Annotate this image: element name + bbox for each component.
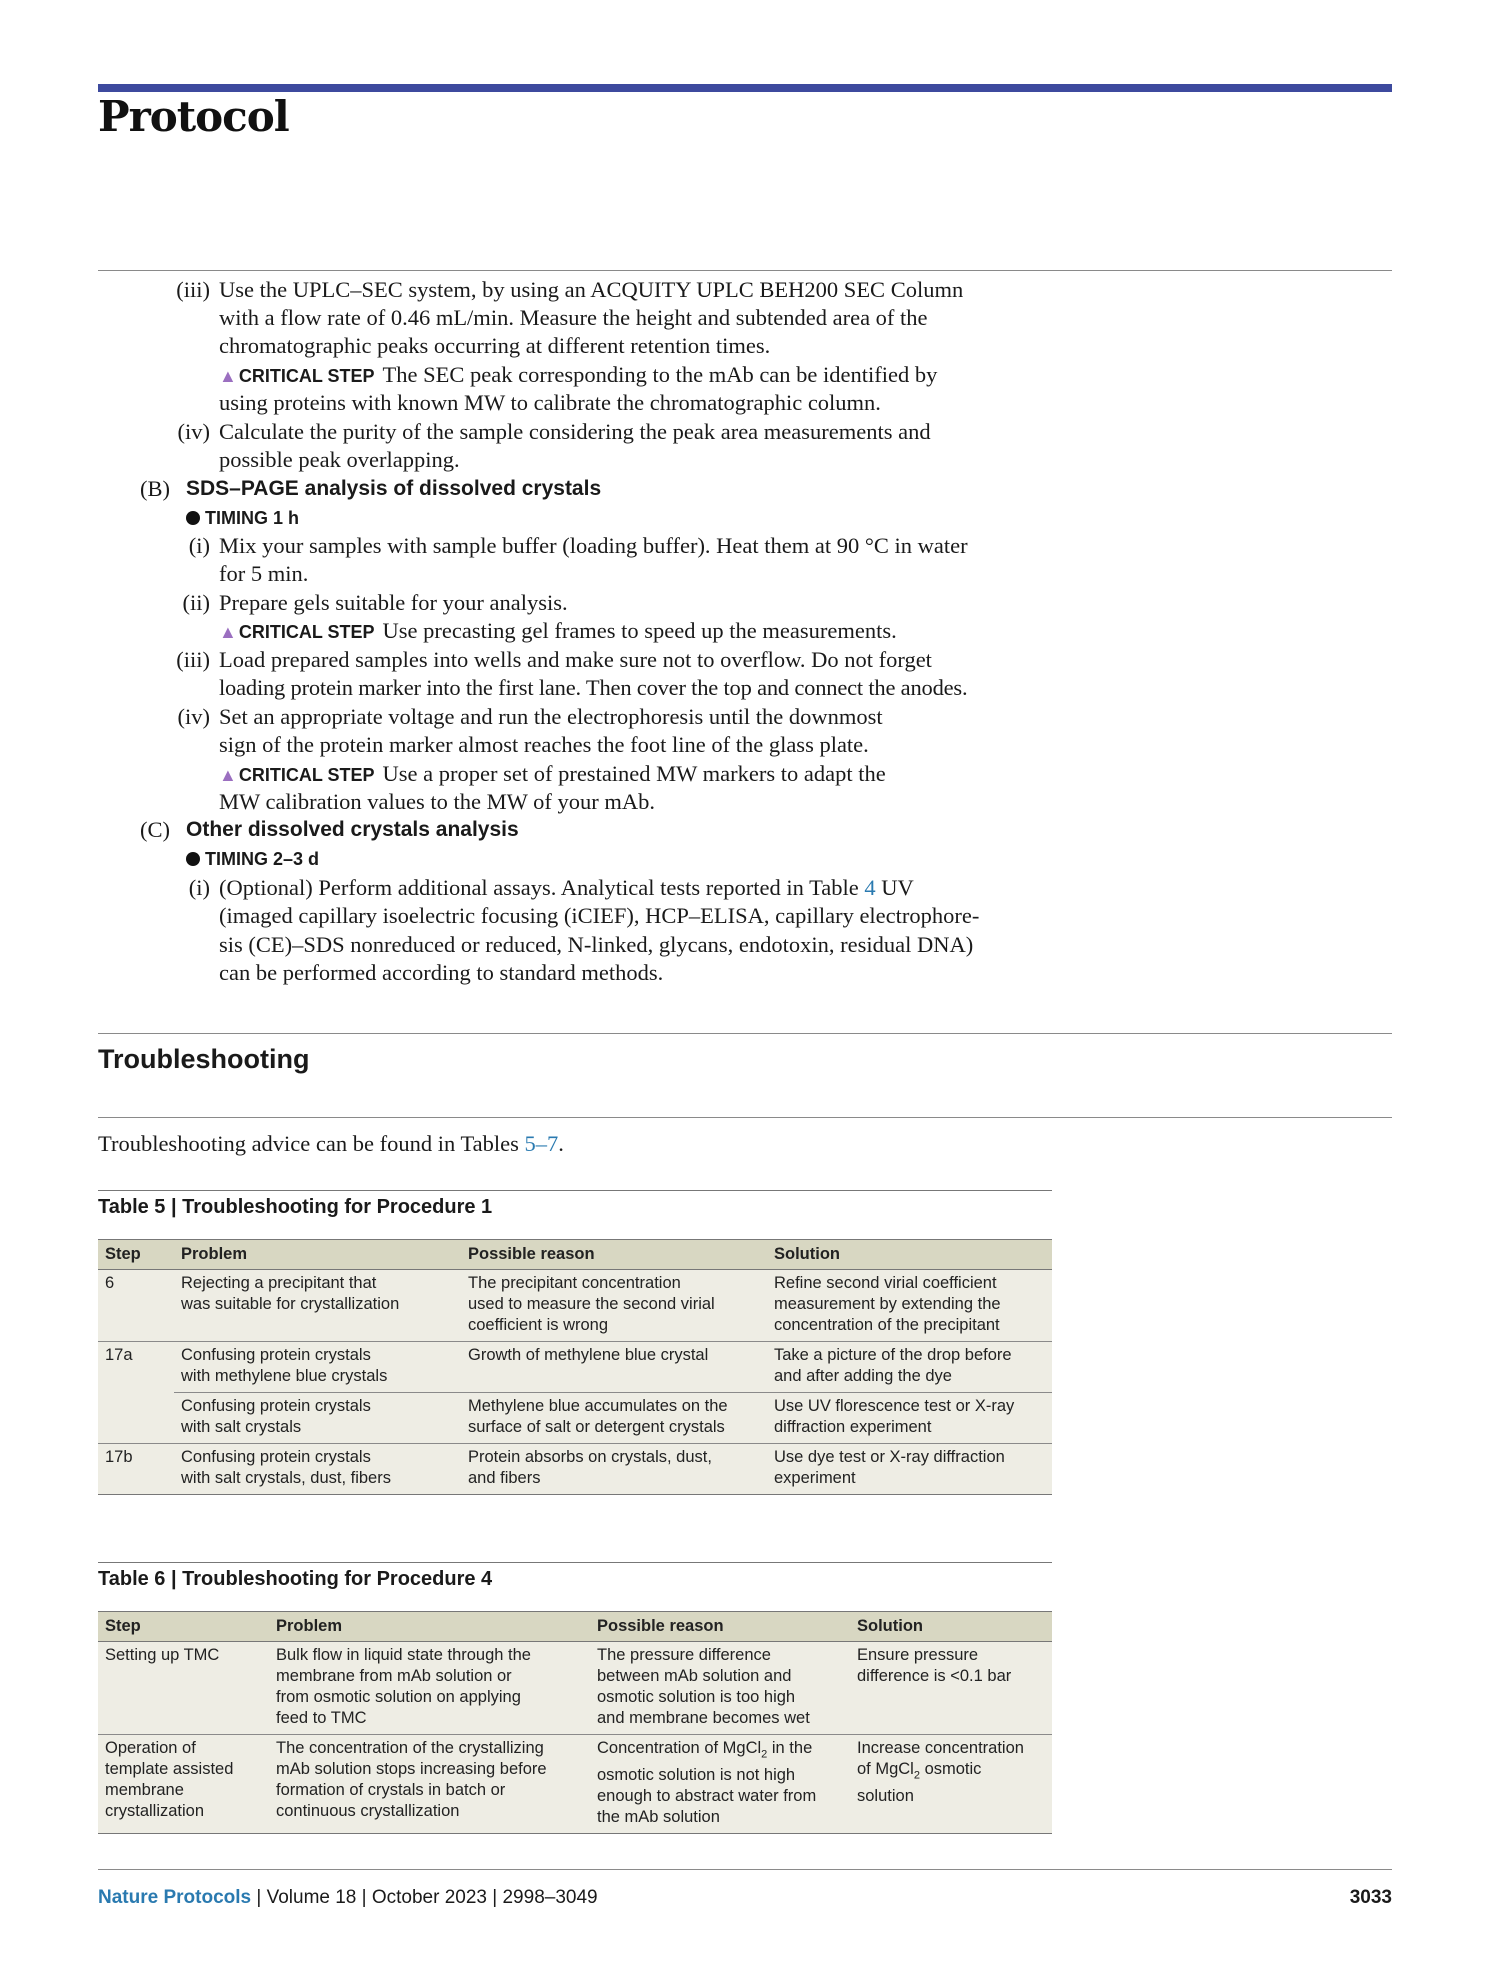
solution-cell: Increase concentration of MgCl$_2$ osmotic solution (850, 1735, 1052, 1834)
problem-cell: Bulk flow in liquid state through the membrane from mAb solution or from osmotic solution on applying feed to TMC (269, 1642, 590, 1735)
step-c-i-line: sis (CE)–SDS nonreduced or reduced, N-linked, glycans, endotoxin, residual DNA) (219, 932, 974, 957)
top-rule (98, 270, 1392, 271)
troubleshooting-intro (98, 1130, 564, 1158)
reason-cell: Methylene blue accumulates on the surface of salt or detergent crystals (461, 1393, 767, 1444)
step-b-label: (B) (140, 476, 170, 501)
table-4-link[interactable]: 4 (864, 875, 876, 900)
critical-triangle-icon: ▲ (219, 366, 237, 386)
problem-cell: The concentration of the crystallizing mAb solution stops increasing before formation of crystals in batch or continuous crystallization (269, 1735, 590, 1834)
timing-bullet-icon (186, 852, 200, 866)
reason-cell: The precipitant concentration used to measure the second virial coefficient is wrong (461, 1270, 767, 1342)
intro-text: Troubleshooting advice can be found in Tables (98, 1131, 525, 1156)
step-b-i-label: (i) (188, 533, 210, 558)
footer-rule (98, 1869, 1392, 1870)
step-b-ii-label: (ii) (182, 590, 210, 615)
critical-step-text: Use precasting gel frames to speed up the measurements. (382, 618, 897, 643)
critical-triangle-icon: ▲ (219, 622, 237, 642)
step-b-iv-line: Set an appropriate voltage and run the electrophoresis until the downmost (219, 704, 883, 729)
reason-cell: Growth of methylene blue crystal (461, 1342, 767, 1393)
solution-cell: Use dye test or X-ray diffraction experiment (767, 1444, 1052, 1495)
table-row (98, 1444, 1052, 1495)
timing-bullet-icon (186, 511, 200, 525)
table-header-row (98, 1240, 1052, 1270)
step-c-label: (C) (140, 817, 170, 842)
table-5 (98, 1239, 1052, 1495)
solution-cell: Refine second virial coefficient measurement by extending the concentration of the precipitant (767, 1270, 1052, 1342)
page-number: 3033 (1349, 1887, 1392, 1908)
step-b-ii-line: Prepare gels suitable for your analysis. (219, 590, 568, 615)
problem-cell: Rejecting a precipitant that was suitable for crystallization (174, 1270, 461, 1342)
header-cell: Solution (767, 1240, 1052, 1270)
table-top-rule (98, 1190, 1052, 1191)
step-b-title: SDS–PAGE analysis of dissolved crystals (186, 477, 602, 500)
citation-details: | Volume 18 | October 2023 | 2998–3049 (251, 1887, 598, 1908)
header-cell: Possible reason (590, 1612, 850, 1642)
problem-cell: Confusing protein crystals with salt crystals (174, 1393, 461, 1444)
critical-step-tag: CRITICAL STEP (238, 765, 375, 785)
table-row (98, 1735, 1052, 1834)
timing-text: TIMING 1 h (205, 508, 299, 528)
step-b-iii-line: loading protein marker into the first lane. Then cover the top and connect the anodes. (219, 675, 968, 700)
step-a-iv-line: Calculate the purity of the sample considering the peak area measurements and (219, 419, 931, 444)
table-row (98, 1642, 1052, 1735)
tables-link[interactable]: 5–7 (524, 1131, 559, 1156)
table-6 (98, 1611, 1052, 1834)
problem-cell: Confusing protein crystals with methylene blue crystals (174, 1342, 461, 1393)
step-a-iii-line: chromatographic peaks occurring at different retention times. (219, 333, 771, 358)
reason-cell: Protein absorbs on crystals, dust, and fibers (461, 1444, 767, 1495)
step-c-i-line (219, 874, 914, 902)
step-c-i-label: (i) (188, 875, 210, 900)
table-header-row (98, 1612, 1052, 1642)
header-cell: Step (98, 1612, 269, 1642)
step-c-title: Other dissolved crystals analysis (186, 818, 519, 841)
step-a-iv-line: possible peak overlapping. (219, 447, 460, 472)
step-a-iii-line: Use the UPLC–SEC system, by using an ACQUITY UPLC BEH200 SEC Column (219, 277, 964, 302)
step-c-i-line: (imaged capillary isoelectric focusing (iCIEF), HCP–ELISA, capillary electrophore- (219, 903, 980, 928)
header-cell: Problem (174, 1240, 461, 1270)
critical-step-text: using proteins with known MW to calibrate the chromatographic column. (219, 390, 881, 415)
critical-step-tag: CRITICAL STEP (238, 622, 375, 642)
critical-step-text: MW calibration values to the MW of your mAb. (219, 789, 655, 814)
section-rule (98, 1033, 1392, 1034)
section-label: Protocol (98, 92, 289, 141)
step-b-iv-label: (iv) (177, 704, 210, 729)
critical-step-note (219, 617, 897, 646)
timing-indicator (186, 845, 319, 873)
solution-cell: Use UV florescence test or X-ray diffraction experiment (767, 1393, 1052, 1444)
table-row (98, 1270, 1052, 1342)
table-top-rule (98, 1562, 1052, 1563)
solution-cell: Take a picture of the drop before and after adding the dye (767, 1342, 1052, 1393)
section-rule (98, 1117, 1392, 1118)
step-c-i-text: (Optional) Perform additional assays. Analytical tests reported in Table (219, 875, 865, 900)
critical-step-text: Use a proper set of prestained MW markers to adapt the (382, 761, 886, 786)
step-a-iii-line: with a flow rate of 0.46 mL/min. Measure the height and subtended area of the (219, 305, 928, 330)
step-cell: 17b (98, 1444, 174, 1495)
header-accent-bar (98, 84, 1392, 92)
step-a-iii-label: (iii) (176, 277, 210, 302)
journal-name[interactable]: Nature Protocols (98, 1887, 252, 1908)
step-b-i-line: Mix your samples with sample buffer (loading buffer). Heat them at 90 °C in water (219, 533, 968, 558)
timing-indicator (186, 504, 299, 532)
table-6-caption: Table 6 | Troubleshooting for Procedure 4 (98, 1568, 493, 1590)
header-cell: Solution (850, 1612, 1052, 1642)
critical-step-tag: CRITICAL STEP (238, 366, 375, 386)
critical-triangle-icon: ▲ (219, 765, 237, 785)
intro-text: . (558, 1131, 564, 1156)
step-c-i-text: UV (875, 875, 914, 900)
step-b-iii-line: Load prepared samples into wells and make sure not to overflow. Do not forget (219, 647, 932, 672)
solution-cell: Ensure pressure difference is <0.1 bar (850, 1642, 1052, 1735)
critical-step-text: The SEC peak corresponding to the mAb can be identified by (382, 362, 938, 387)
step-cell: Operation of template assisted membrane crystallization (98, 1735, 269, 1834)
troubleshooting-heading: Troubleshooting (98, 1044, 310, 1074)
table-5-caption: Table 5 | Troubleshooting for Procedure 1 (98, 1196, 493, 1218)
step-b-i-line: for 5 min. (219, 561, 309, 586)
step-cell: 17a (98, 1342, 174, 1444)
step-c-i-line: can be performed according to standard methods. (219, 960, 664, 985)
step-b-iii-label: (iii) (176, 647, 210, 672)
step-cell: 6 (98, 1270, 174, 1342)
timing-text: TIMING 2–3 d (205, 849, 320, 869)
table-row (98, 1393, 1052, 1444)
reason-cell: The pressure difference between mAb solution and osmotic solution is too high and membrane becomes wet (590, 1642, 850, 1735)
problem-cell: Confusing protein crystals with salt crystals, dust, fibers (174, 1444, 461, 1495)
step-b-iv-line: sign of the protein marker almost reaches the foot line of the glass plate. (219, 732, 869, 757)
critical-step-note (219, 361, 937, 390)
reason-cell: Concentration of MgCl$_2$ in the osmotic solution is not high enough to abstract water from the mAb solution (590, 1735, 850, 1834)
step-a-iv-label: (iv) (177, 419, 210, 444)
table-row (98, 1342, 1052, 1393)
footer-citation (98, 1887, 598, 1909)
critical-step-note (219, 760, 886, 789)
step-cell: Setting up TMC (98, 1642, 269, 1735)
header-cell: Problem (269, 1612, 590, 1642)
header-cell: Step (98, 1240, 174, 1270)
header-cell: Possible reason (461, 1240, 767, 1270)
